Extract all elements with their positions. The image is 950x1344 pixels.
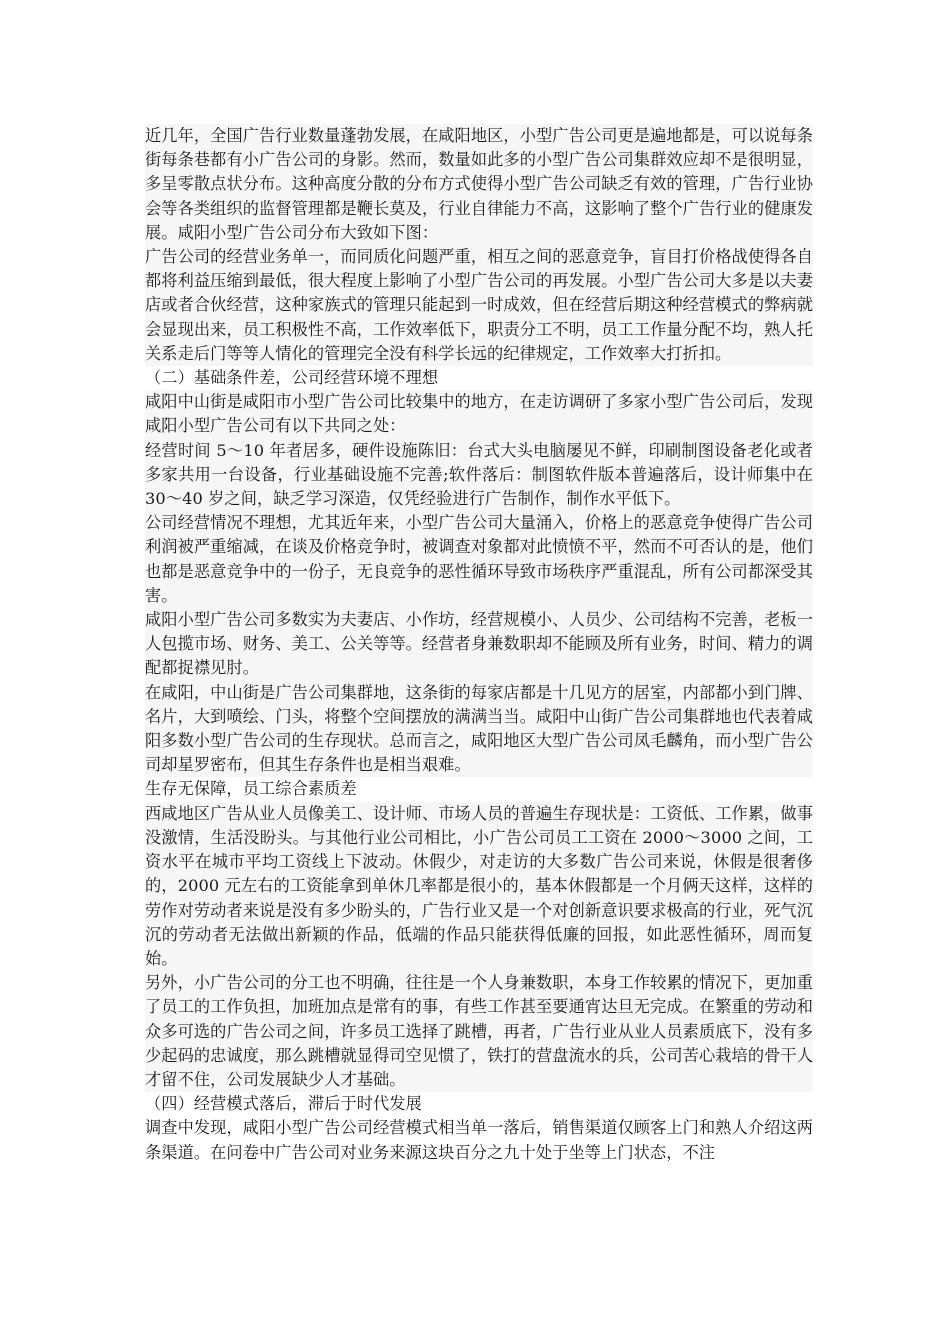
paragraph-distribution: 近几年，全国广告行业数量蓬勃发展，在咸阳地区，小型广告公司更是遍地都是，可以说每条街每条巷都有小广告公司的身影。然而，数量如此多的小型广告公司集群效应却不是很明显，多呈零散点状分布。这种高度分散的分布方式使得小型广告公司缺乏有效的管理，广告行业协会等各类组织的监督管理都是鞭长莫及，行业自律能力不高，这影响了整个广告行业的健康发展。咸阳小型广告公司分布大致如下图： [145, 124, 813, 245]
paragraph-cluster: 在咸阳，中山街是广告公司集群地，这条街的每家店都是十几见方的居室，内部都小到门牌、名片，大到喷绘、门头，将整个空间摆放的满满当当。咸阳中山街广告公司集群地也代表着咸阳多数小型广告公司的生存现状。总而言之，咸阳地区大型广告公司凤毛麟角，而小型广告公司却星罗密布，但其生存条件也是相当艰难。 [145, 681, 813, 778]
section-heading-4: （四）经营模式落后，滞后于时代发展 [145, 1094, 422, 1114]
paragraph-zhongshan-street: 咸阳中山街是咸阳市小型广告公司比较集中的地方，在走访调研了多家小型广告公司后，发现咸阳小型广告公司有以下共同之处： [145, 390, 813, 438]
paragraph-business-model: 调查中发现，咸阳小型广告公司经营模式相当单一落后，销售渠道仅顾客上门和熟人介绍这两条渠道。在问卷中广告公司对业务来源这块百分之九十处于坐等上门状态，不注 [145, 1118, 813, 1162]
paragraph-operation: 公司经营情况不理想，尤其近年来，小型广告公司大量涌入，价格上的恶意竞争使得广告公司利润被严重缩减，在谈及价格竞争时，被调查对象都对此愤愤不平，然而不可否认的是，他们也都是恶意竞争中的一份子，无良竞争的恶性循环导致市场秩序严重混乱，所有公司都深受其害。 [145, 511, 813, 608]
paragraph-business-single: 广告公司的经营业务单一，而同质化问题严重，相互之间的恶意竞争，盲目打价格战使得各自都将利益压缩到最低，很大程度上影响了小型广告公司的再发展。小型广告公司大多是以夫妻店或者合伙经营，这种家族式的管理只能起到一时成效，但在经营后期这种经营模式的弊病就会显现出来，员工积极性不高，工作效率低下，职责分工不明，员工工作量分配不均，熟人托关系走后门等等人情化的管理完全没有科学长远的纪律规定，工作效率大打折扣。 [145, 245, 813, 366]
document-body [145, 124, 813, 1165]
paragraph-salary: 西咸地区广告从业人员像美工、设计师、市场人员的普遍生存现状是：工资低、工作累，做事没激情，生活没盼头。与其他行业公司相比，小广告公司员工工资在 2000～3000 之间，工资水平在城市平均工资线上下波动。休假少，对走访的大多数广告公司来说，休假是很奢侈的，2000 元左右的工资能拿到单休几率都是很小的，基本休假都是一个月俩天这样，这样的劳作对劳动者来说是没有多少盼头的，广告行业又是一个对创新意识要求极高的行业，死气沉沉的劳动者无法做出新颖的作品，低端的作品只能获得低廉的回报，如此恶性循环，周而复始。 [145, 802, 813, 971]
section-heading-2: （二）基础条件差，公司经营环境不理想 [145, 368, 439, 388]
paragraph-family-shops: 咸阳小型广告公司多数实为夫妻店、小作坊，经营规模小、人员少、公司结构不完善，老板一人包揽市场、财务、美工、公关等等。经营者身兼数职却不能顾及所有业务，时间、精力的调配都捉襟见肘。 [145, 608, 813, 681]
paragraph-hardware: 经营时间 5～10 年者居多，硬件设施陈旧：台式大头电脑屡见不鲜，印刷制图设备老化或者多家共用一台设备，行业基础设施不完善;软件落后：制图软件版本普遍落后，设计师集中在 30～40 岁之间，缺乏学习深造，仅凭经验进行广告制作，制作水平低下。 [145, 439, 813, 512]
section-heading-survival: 生存无保障，员工综合素质差 [145, 779, 357, 799]
paragraph-division-of-labor: 另外，小广告公司的分工也不明确，往往是一个人身兼数职，本身工作较累的情况下，更加重了员工的工作负担，加班加点是常有的事，有些工作甚至要通宵达旦无完成。在繁重的劳动和众多可选的广告公司之间，许多员工选择了跳槽，再者，广告行业从业人员素质底下，没有多少起码的忠诚度，那么跳槽就显得司空见惯了，铁打的营盘流水的兵，公司苦心栽培的骨干人才留不住，公司发展缺少人才基础。 [145, 971, 813, 1092]
